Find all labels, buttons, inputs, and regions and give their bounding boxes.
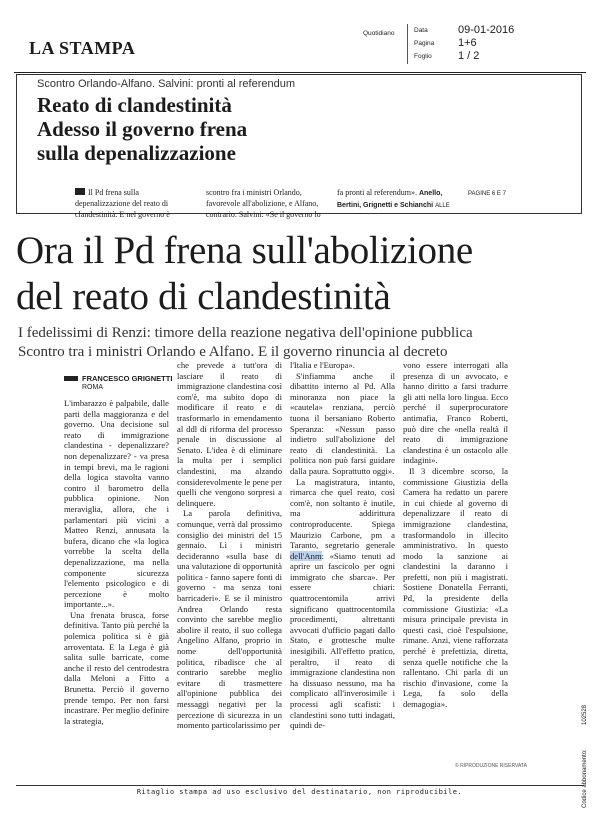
front-headline <box>37 93 417 165</box>
header-divider <box>14 72 586 73</box>
publication-type-label: Quotidiano <box>363 30 395 37</box>
article-column-3 <box>290 360 395 731</box>
dateline-place: ROMA <box>82 384 103 391</box>
article-text-run: La magistratura, intanto, rimarca che quel reato, così com'è, non soltanto è inutile, ma addirittura controproducente. Spiega Maurizio Carbone, pm a Taranto, segretario generale <box>290 476 395 551</box>
article-paragraph: S'infiamma anche il dibattito interno al Pd. Alla minoranza non piace la «cautela» renziana, perciò tuona il bersaniano Roberto Speranza: «Nessun passo indietro sull'abolizione del reato di clandestinità. La politica non può farsi guidare dalla paura. Soprattutto oggi». <box>290 370 395 476</box>
front-teaser <box>75 187 585 220</box>
article-paragraph: L'imbarazzo è palpabile, dalle parti della maggioranza e del governo. Una decisione sul reato di immigrazione clandestina - depenalizzare? non depenalizzare? - va presa in tempi brevi, ma le ragioni della logica stavolta vanno contro il barometro della pubblica opinione. Non meraviglia, allora, che i parlamentari più vicini a Matteo Renzi, annusata la bufera, dicano che «la logica vorrebbe la scelta della depenalizzazione, ma nella componente sicurezza l'elemento psicologico e di percezione è molto importante...». <box>64 398 169 610</box>
rights-note: © RIPRODUZIONE RISERVATA <box>455 763 527 769</box>
front-kicker: Scontro Orlando-Alfano. Salvini: pronti al referendum <box>37 78 296 90</box>
article-headline-line: del reato di clandestinità <box>16 275 391 318</box>
subheadline-line: Scontro tra i ministri Orlando e Alfano. E il governo rinuncia al decreto <box>18 344 448 360</box>
article-headline-line: Ora il Pd frena sull'abolizione <box>16 229 473 272</box>
footer-divider <box>16 785 584 786</box>
teaser-bullet <box>75 188 85 195</box>
teaser-pages: ALLE PAGINE 6 E 7 <box>435 191 506 209</box>
meta-date-key: Data <box>414 27 428 34</box>
article-headline <box>16 228 586 320</box>
article-column-2 <box>177 360 282 731</box>
byline-bar <box>64 376 78 381</box>
article-subheadline <box>18 324 588 362</box>
footer-disclaimer: Ritaglio stampa ad uso esclusivo del destinatario, non riproducibile. <box>136 788 463 796</box>
teaser-authors: Anello, Bertini, Grignetti e Schianchi <box>337 190 443 209</box>
highlighted-term: dell'Anm <box>290 550 322 561</box>
author-name: FRANCESCO GRIGNETTI <box>82 374 173 383</box>
front-headline-line: Reato di clandestinità <box>37 93 232 117</box>
front-headline-line: Adesso il governo frena <box>37 117 248 141</box>
teaser-text: Il Pd frena sulla depenalizzazione del reato di clandestinità. E nel governo è scontro fra i ministri Orlando, favorevole all'abolizione, e Alfano, contrario. Salvini: «Se il governo lo fa pronti al referendum». <box>75 188 417 219</box>
article-column-1 <box>64 398 169 726</box>
article-text-run: : «Siamo tenuti ad aprire un fascicolo per ogni immigrato che sbarca». Per essere chiari: quattrocentomila arrivi significano quattrocentomila procedimenti, altrettanti avvocati d'ufficio pagati dallo Stato, e grottesche multe inesigibili. All'effetto pratico, peraltro, il reato di immigrazione clandestina non ha dissuaso nessuno, ma ha complicato all'inverosimile i processi agli scafisti: i clandestini sono tutti indagati, quindi de- <box>290 550 395 731</box>
subscription-code-number: 102528 <box>582 704 588 725</box>
clipping-meta <box>407 24 583 64</box>
article-paragraph: l'Italia e l'Europa». <box>290 360 355 370</box>
subscription-code-label: Codice abbonamento: <box>582 749 588 808</box>
article-paragraph: La parola definitiva, comunque, verrà dal prossimo consiglio dei ministri del 15 gennaio. Lì i ministri decideranno «sulla base di una valutazione di opportunità politica - fanno sapere fonti di governo - ma senza toni barricaderi». E se il ministro Andrea Orlando resta convinto che sarebbe meglio abolire il reato, il suo collega Angelino Alfano, proprio in nome dell'opportunità politica, ribadisce che al contrario sarebbe meglio evitare di trasmettere all'opinione pubblica dei messaggi negativi per la percezione di sicurezza in un momento particolarissimo per <box>177 508 282 731</box>
meta-sheet-key: Foglio <box>414 53 432 60</box>
article-paragraph: vono essere interrogati alla presenza di un avvocato, e hanno diritto a farsi tradurre gli atti nella loro lingua. Ecco perché il superprocuratore antimafia, Franco Roberti, può dire che «nella realtà il reato di immigrazione clandestina è un ostacolo alle indagini». <box>403 360 508 466</box>
subheadline-line: I fedelissimi di Renzi: timore della reazione negativa dell'opinione pubblica <box>18 325 473 341</box>
article-paragraph: Una frenata brusca, forse definitiva. Tanto più perché la polemica politica si è già arroventata. E la Lega è già salita sulle barricate, come anche il resto del centrodestra dalla Meloni a Fitto a Brunetta. Perciò il governo prende tempo. Per non farsi incastrare. Per meglio definire la strategia, <box>64 609 169 726</box>
front-headline-line: sulla depenalizzazione <box>37 141 236 165</box>
article-column-4 <box>403 360 508 710</box>
meta-page-value: 1+6 <box>458 37 477 49</box>
front-page-box <box>16 74 582 219</box>
meta-page-key: Pagina <box>414 40 435 47</box>
newspaper-masthead: LA STAMPA <box>29 38 136 58</box>
page-header <box>14 22 586 70</box>
article-paragraph <box>290 477 395 731</box>
article-paragraph: Il 3 dicembre scorso, la commissione Giustizia della Camera ha redatto un parere in cui chiede al governo di depenalizzare il reato di immigrazione clandestina, trasformandolo in illecito amministrativo. In questo modo la sanzione ai clandestini la daranno i prefetti, non più i magistrati. Sostiene Donatella Ferranti, Pd, la presidente della commissione Giustizia: «La misura principale prevista in questi casi, cioè l'espulsione, rimane. Anzi, viene rafforzata perché è prefettizia, diretta, senza quelle notifiche che la rallentano. Chi parla di un rischio d'invasione, come la Lega, fa solo della demagogia». <box>403 465 508 709</box>
meta-sheet-value: 1 / 2 <box>458 50 480 62</box>
article-paragraph: che prevede a tutt'ora di lasciare il reato di immigrazione clandestina così com'è, ma subito dopo di modificare il reato e di trasformarlo in emendamento al ddl di riforma del processo penale in discussione al Senato. L'idea è di eliminare la multa per i semplici clandestini, ma alzando considerevolmente le pene per quelli che vengono sorpresi a delinquere. <box>177 360 282 508</box>
meta-date-value: 09-01-2016 <box>458 24 515 36</box>
